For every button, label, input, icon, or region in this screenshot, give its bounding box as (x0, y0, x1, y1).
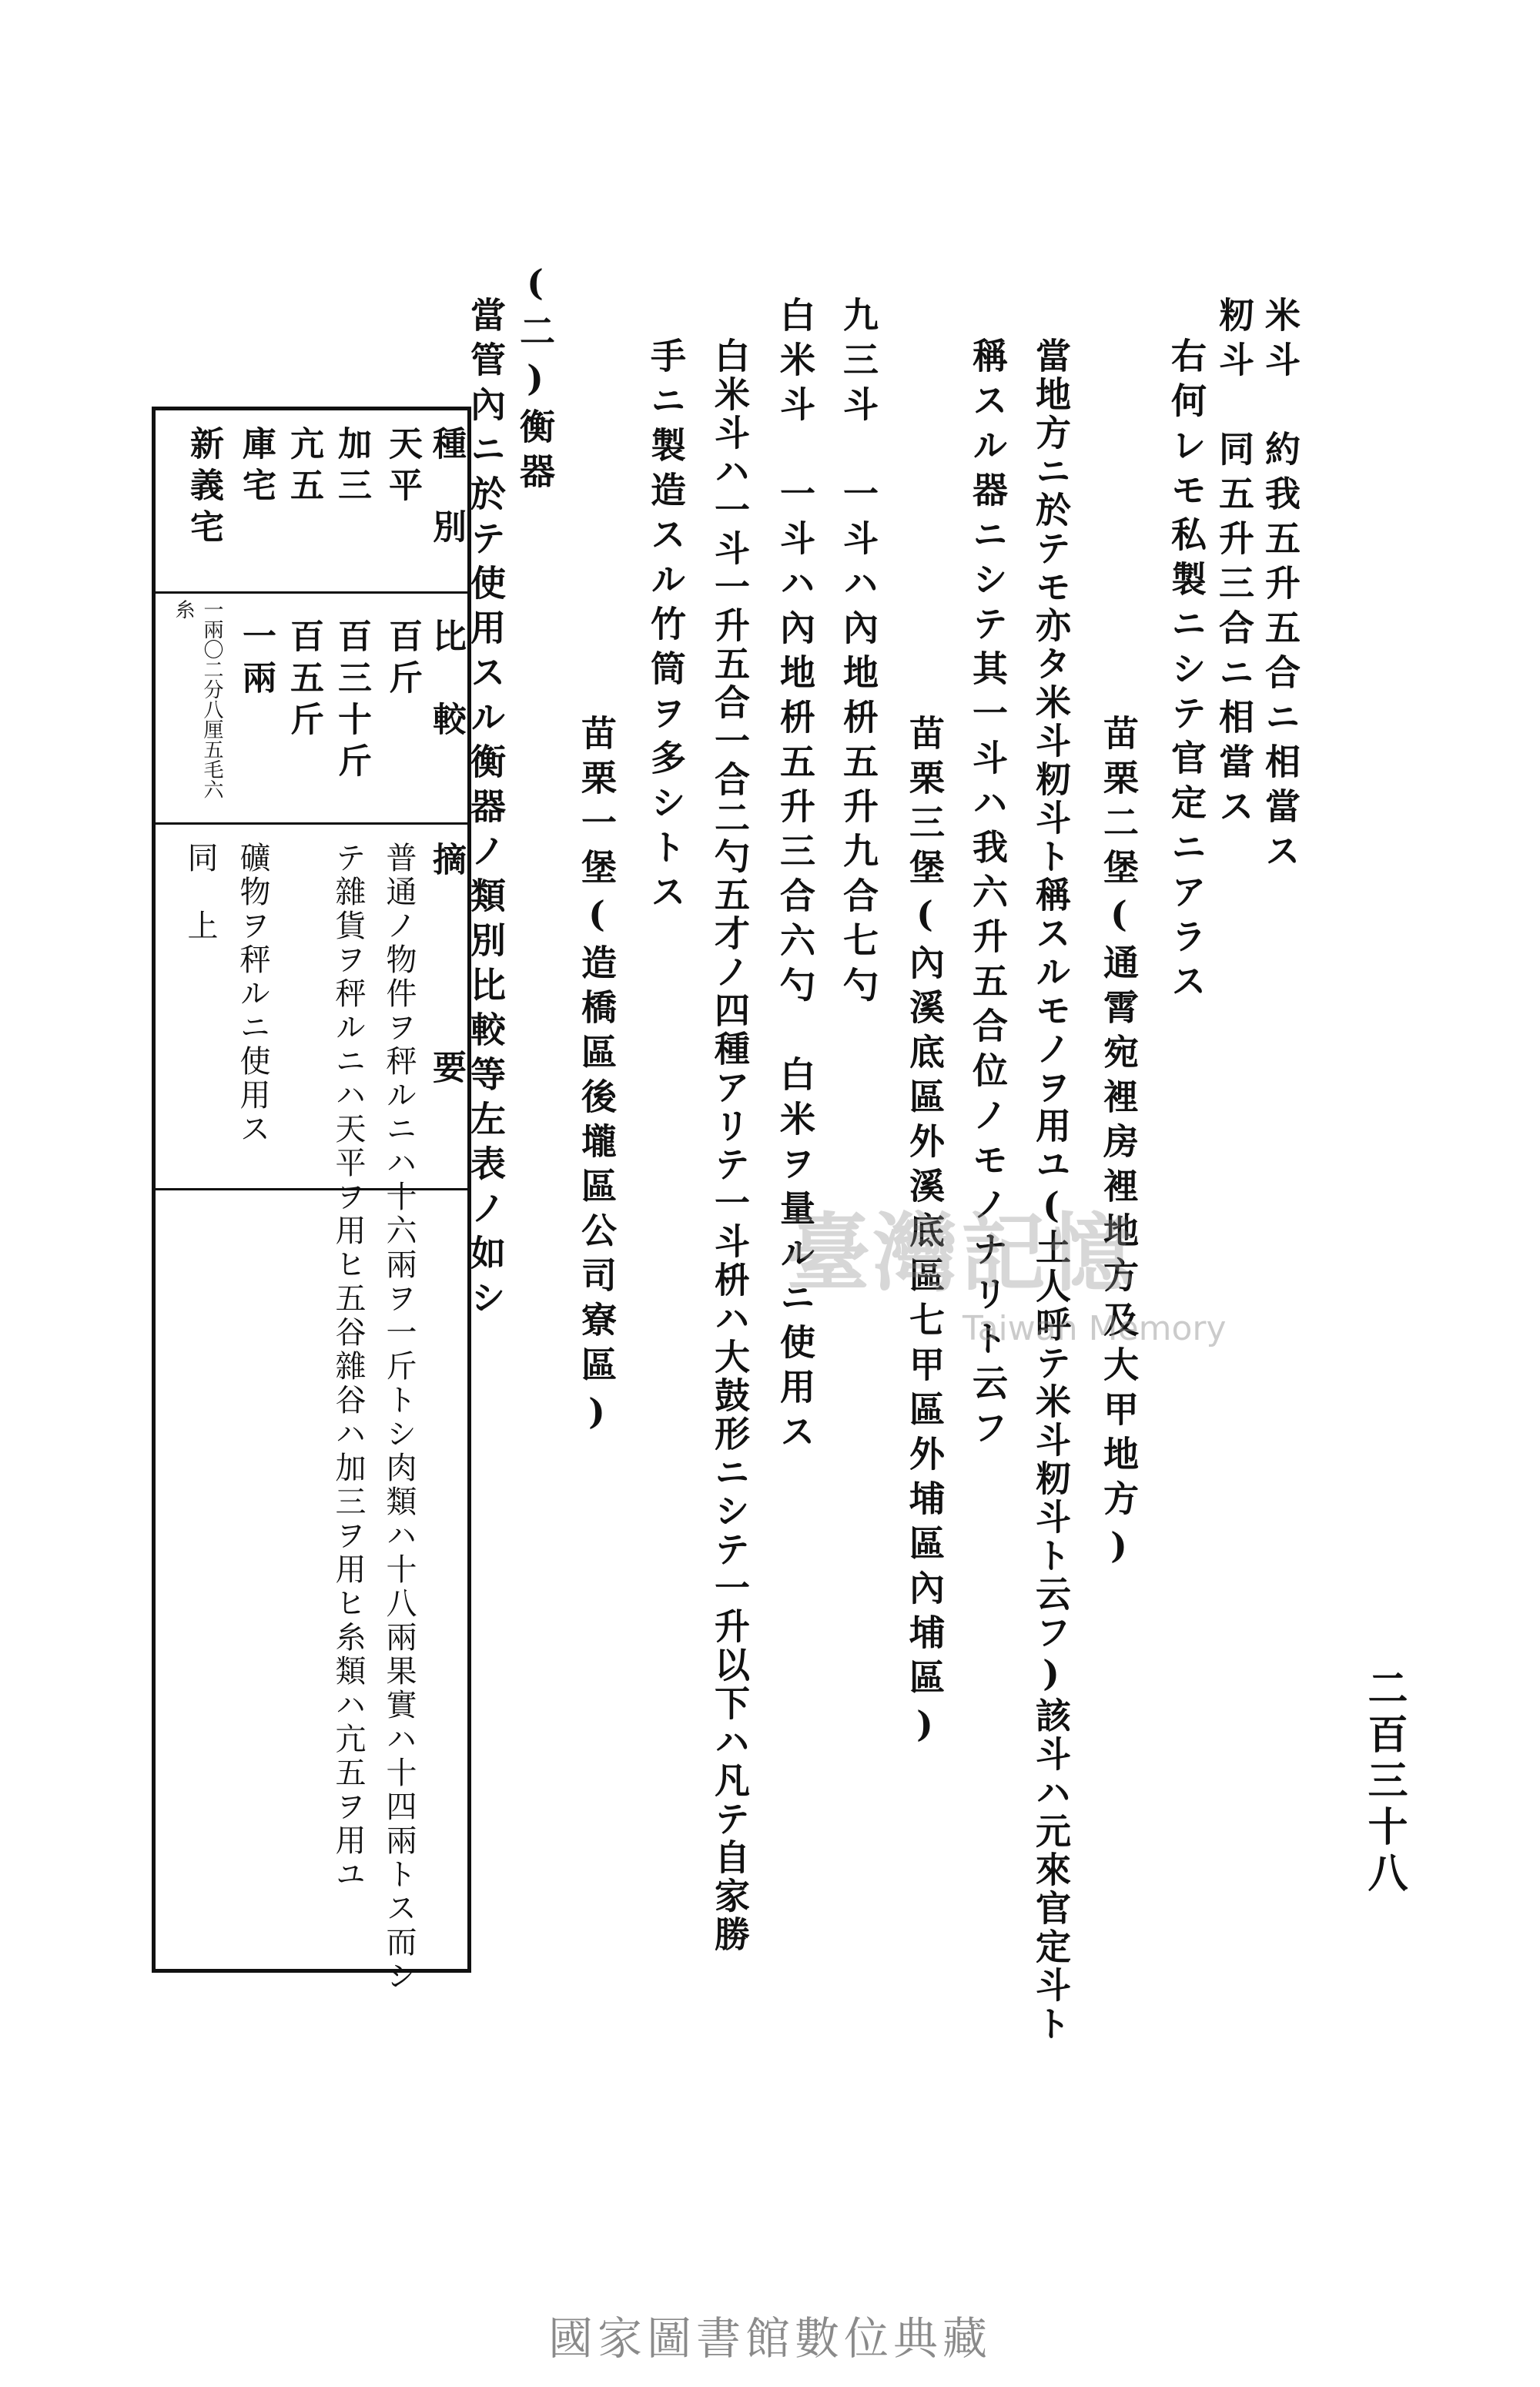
row-summary: 同 上 (182, 842, 218, 943)
row-summary: 普通ノ物件ヲ秤ルニハ十六兩ヲ一斤トシ肉類ハ十八兩果實ハ十四兩トス而シ (381, 842, 417, 1994)
row-kind: 天平 (383, 426, 422, 509)
watermark-title: 臺灣記憶 (785, 1204, 1137, 1303)
row-kind: 新義宅 (184, 426, 223, 551)
watermark-subtitle: Taiwan Memory (962, 1309, 1227, 1348)
table-summary-divider (156, 822, 467, 825)
row-compare: 一兩〇二分八厘五毛六糸 (172, 599, 223, 799)
row-kind: 庫宅 (236, 426, 276, 509)
header-summary: 摘 要 (427, 842, 466, 1091)
header-kind: 種 別 (427, 426, 466, 551)
text-line-5: 當地方ニ於テモ亦タ米斗籾斗ト稱スルモノヲ用ユ(土人呼テ米斗籾斗ト云フ)該斗ハ元來官定斗ト (1030, 337, 1072, 2044)
text-line-11: 手ニ製造スル竹筒ヲ多シトス (645, 337, 687, 918)
text-line-8: 九三斗 一斗ハ內地枡五升九合七勺 (838, 296, 879, 1011)
text-line-9: 白米斗 一斗ハ內地枡五升三合六勺 白米ヲ量ルニ使用ス (775, 296, 816, 1458)
row-compare: 百斤 (383, 618, 422, 701)
text-line-4: 苗栗二堡(通霄宛裡房裡地方及大甲地方) (1098, 715, 1140, 1575)
row-summary: 礦物ヲ秤ルニ使用ス (235, 842, 270, 1147)
row-compare: 一兩 (236, 618, 276, 701)
table-header-divider (156, 591, 467, 594)
row-summary: テ雜貨ヲ秤ルニハ天平ヲ用ヒ五谷雜谷ハ加三ヲ用ヒ糸類ハ亢五ヲ用ユ (330, 842, 366, 1892)
row-compare: 百五斤 (284, 618, 323, 743)
row-kind: 亢五 (284, 426, 323, 509)
text-line-6: 稱スル器ニシテ其一斗ハ我六升五合位ノモノナリト云フ (967, 337, 1009, 1454)
page-number: 二百三十八 (1361, 1667, 1408, 1898)
header-compare: 比 較 (427, 618, 466, 743)
text-line-12: 苗栗一堡(造橋區後壠區公司寮區) (576, 715, 618, 1441)
text-line-14: 當管內ニ於テ使用スル衡器ノ類別比較等左表ノ如シ (465, 296, 507, 1324)
footer-archive-label: 國家圖書館數位典藏 (547, 2312, 992, 2365)
section-heading: (二)衡器 (514, 262, 556, 497)
text-line-7: 苗栗三堡(內溪底區外溪底區七甲區外埔區內埔區) (904, 715, 946, 1754)
row-kind: 加三 (332, 426, 371, 509)
row-compare: 百三十斤 (332, 618, 371, 785)
text-line-1: 米斗 約我五升五合ニ相當ス (1260, 296, 1301, 877)
balance-comparison-table (152, 407, 471, 1994)
text-line-3: 右何レモ私製ニシテ官定ニアラス (1166, 337, 1207, 1007)
text-line-2: 籾斗 同五升三合ニ相當ス (1214, 296, 1255, 832)
text-line-10: 白米斗ハ一斗一升五合一合二勺五才ノ四種アリテ一斗枡ハ大鼓形ニシテ一升以下ハ凡テ自家勝 (709, 337, 751, 1954)
